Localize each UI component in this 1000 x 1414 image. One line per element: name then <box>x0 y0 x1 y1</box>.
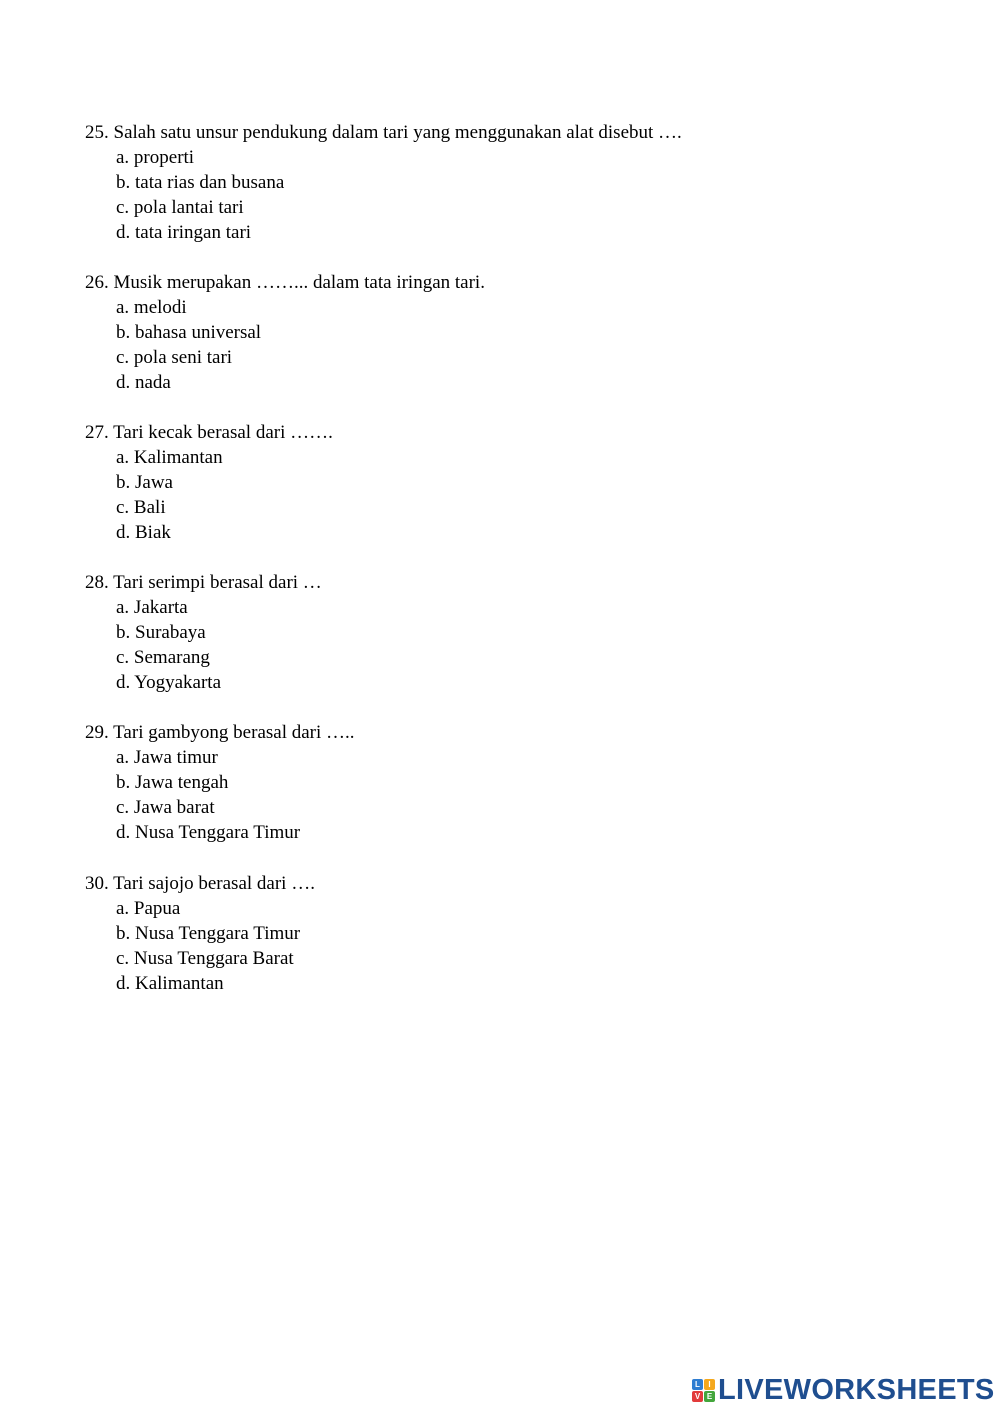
option-d[interactable]: d. Nusa Tenggara Timur <box>116 822 301 843</box>
brand-name: LIVEWORKSHEETS <box>718 1374 995 1406</box>
option-a[interactable]: a. Papua <box>116 898 181 919</box>
option-c[interactable]: c. pola lantai tari <box>116 197 244 218</box>
question-text: 25. Salah satu unsur pendukung dalam tari yang menggunakan alat disebut …. <box>85 122 682 143</box>
question-29 <box>85 720 945 845</box>
option-b[interactable]: b. Jawa <box>116 472 173 493</box>
option-c[interactable]: c. pola seni tari <box>116 347 233 368</box>
question-text: 26. Musik merupakan ……... dalam tata iringan tari. <box>85 272 485 293</box>
option-b[interactable]: b. bahasa universal <box>116 322 262 343</box>
option-d[interactable]: d. Kalimantan <box>116 973 224 994</box>
option-a[interactable]: a. melodi <box>116 297 187 318</box>
option-d[interactable]: d. tata iringan tari <box>116 222 252 243</box>
option-b[interactable]: b. Nusa Tenggara Timur <box>116 923 301 944</box>
question-26 <box>85 270 945 395</box>
option-c[interactable]: c. Jawa barat <box>116 797 215 818</box>
option-a[interactable]: a. Jawa timur <box>116 747 218 768</box>
question-text: 27. Tari kecak berasal dari ……. <box>85 422 333 443</box>
option-a[interactable]: a. Kalimantan <box>116 447 223 468</box>
option-c[interactable]: c. Nusa Tenggara Barat <box>116 948 294 969</box>
option-b[interactable]: b. Surabaya <box>116 622 206 643</box>
option-c[interactable]: c. Bali <box>116 497 166 518</box>
liveworksheets-logo-icon <box>692 1379 715 1402</box>
question-25 <box>85 120 945 245</box>
option-b[interactable]: b. Jawa tengah <box>116 772 229 793</box>
liveworksheets-logo <box>692 1375 995 1405</box>
option-d[interactable]: d. Yogyakarta <box>116 672 222 693</box>
option-a[interactable]: a. properti <box>116 147 195 168</box>
option-c[interactable]: c. Semarang <box>116 647 210 668</box>
logo-square-l: L <box>692 1379 703 1390</box>
question-text: 28. Tari serimpi berasal dari … <box>85 572 322 593</box>
question-30 <box>85 871 945 996</box>
option-b[interactable]: b. tata rias dan busana <box>116 172 285 193</box>
logo-square-i: I <box>704 1379 715 1390</box>
option-d[interactable]: d. nada <box>116 372 171 393</box>
question-28 <box>85 570 945 695</box>
logo-square-v: V <box>692 1391 703 1402</box>
logo-square-e: E <box>704 1391 715 1402</box>
question-text: 29. Tari gambyong berasal dari ….. <box>85 722 355 743</box>
question-27 <box>85 420 945 545</box>
question-text: 30. Tari sajojo berasal dari …. <box>85 873 315 894</box>
option-d[interactable]: d. Biak <box>116 522 171 543</box>
option-a[interactable]: a. Jakarta <box>116 597 188 618</box>
